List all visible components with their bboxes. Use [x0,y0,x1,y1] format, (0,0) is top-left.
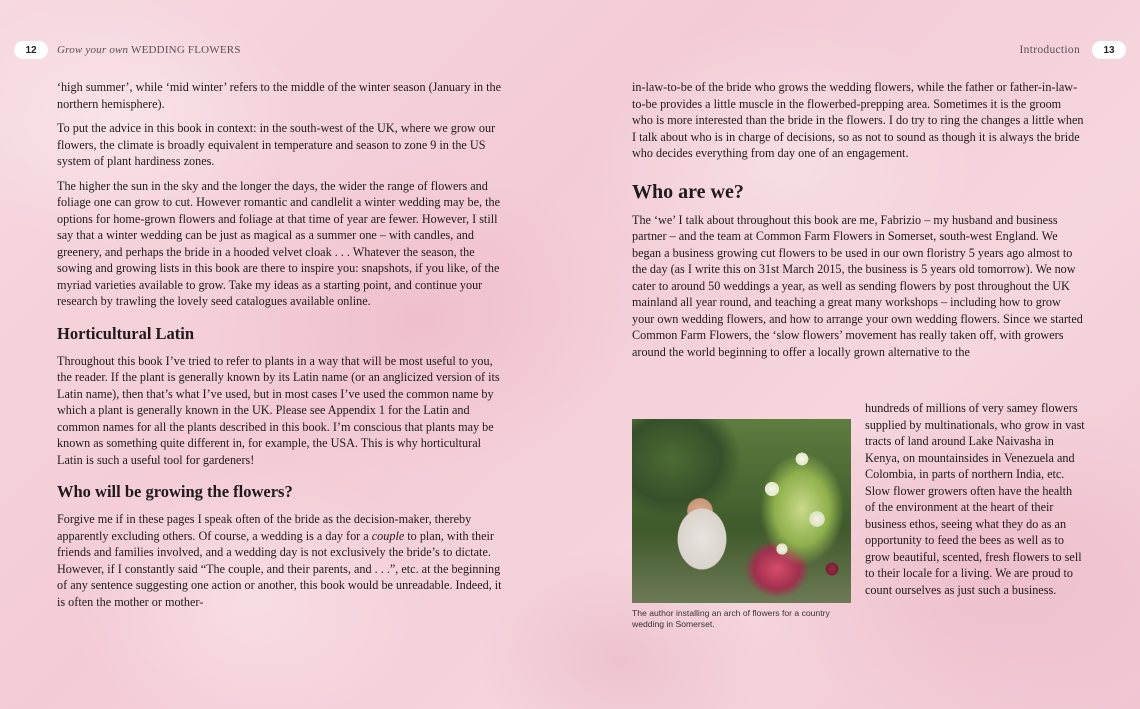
wrapped-text-column [865,400,1085,598]
heading-who-are-we: Who are we? [632,180,744,203]
emphasis-couple: couple [371,528,405,543]
paragraph-text: Forgive me if in these pages I speak often of the bride as the decision-maker, thereby apparently excluding others. Of course, a wedding is a day for a [57,512,472,543]
flower-arch-image [742,419,851,603]
paragraph: in-law-to-be of the bride who grows the wedding flowers, while the father or father-in-law-to-be provides a little muscle in the flowerbed-prepping area. Sometimes it is the groom who is more interested than the bride in the flowers. I do try to ring the changes a little when I talk about who is in charge of decisions, so as not to sound as though it is always the bride who decides everything from day one of an engagement. [632,80,1084,160]
running-header-right [1020,41,1126,59]
book-title [57,44,241,56]
paragraph: To put the advice in this book in context: in the south-west of the UK, where we grow our flowers, the climate is broadly equivalent in temperature and season to zone 9 in the US system of plant hardiness zones. [57,121,496,168]
paragraph [57,511,507,610]
book-title-italic: Grow your own [57,44,129,56]
section-title: Introduction [1019,44,1080,56]
right-page-column [632,79,1084,360]
left-page-column [57,79,507,618]
paragraph: The ‘we’ I talk about throughout this book are me, Fabrizio – my husband and business partner – and the team at Common Farm Flowers in Somerset, south-west England. We began a business growing cut flowers to be used in our own floristry 5 years ago almost to the day (as I write this on 31st March 2015, the business is 5 years old tomorrow). We now cater to around 50 weddings a year, as well as sending flowers by post throughout the UK mainland all year round, and teaching a great many workshops – including how to grow your own wedding flowers, and how to arrange your own wedding flowers. Since we started Common Farm Flowers, the ‘slow flowers’ movement has really taken off, with growers around the world beginning to offer a locally grown alternative to the [632,212,1083,359]
paragraph: Throughout this book I’ve tried to refer to plants in a way that will be most useful to you, the reader. If the plant is generally known by its Latin name (or an anglicized version of its Latin name), then that’s what I’ve used, but in most cases I’ve used the common name by which a plant is generally known in the UK. Please see Appendix 1 for the Latin and common names for all the plants described in this book. I’m conscious that plants may be known as something quite different in, for example, the USA. This is why horticultural Latin is such a useful tool for gardeners! [57,353,500,467]
paragraph-text: to plan, with their friends and families involved, and a wedding day is not exclusively the bride’s to dictate. However, if I constantly said “The couple, and their parents, and . . .”, etc. at the beginning of any sentence suggesting one action or another, this book would be unreadable. Indeed, it is often the mother or mother- [57,528,502,609]
paragraph: hundreds of millions of very samey flowers supplied by multinationals, who grow in vast tracts of land around Lake Naivasha in Kenya, on mountainsides in Venezuela and Colombia, in parts of northern India, etc. Slow flower growers often have the health of the environment at the heart of their business ethos, seeing what they do as an opportunity to feed the bees as well as to grow beautiful, scented, fresh flowers to sell to their locale for a living. We are proud to count ourselves as just such a business. [865,401,1085,597]
book-title-caps: WEDDING FLOWERS [131,44,241,56]
page-number-left: 12 [14,41,48,59]
paragraph: ‘high summer’, while ‘mid winter’ refers to the middle of the winter season (January in the northern hemisphere). [57,80,502,111]
heading-horticultural-latin: Horticultural Latin [57,323,195,343]
heading-who-will-grow: Who will be growing the flowers? [57,482,293,501]
page-number-right: 13 [1092,41,1126,59]
running-header-left [14,41,241,59]
author-photo [632,419,851,603]
paragraph: The higher the sun in the sky and the longer the days, the wider the range of flowers and foliage one can grow to cut. However romantic and candlelit a winter wedding may be, the options for home-grown flowers and foliage at that time of year are fewer. However, I still say that a winter wedding can be just as magical as a summer one – with candles, and greenery, and perhaps the bride in a hooded velvet cloak . . . Whatever the season, the sowing and growing lists in this book are there to inspire you: snapshots, if you like, of the myriad varieties available to grow. Take my ideas as a starting point, and continue your research by trawling the lovely seed catalogues available online. [57,178,500,308]
photo-caption: The author installing an arch of flowers for a country wedding in Somerset. [632,608,830,629]
